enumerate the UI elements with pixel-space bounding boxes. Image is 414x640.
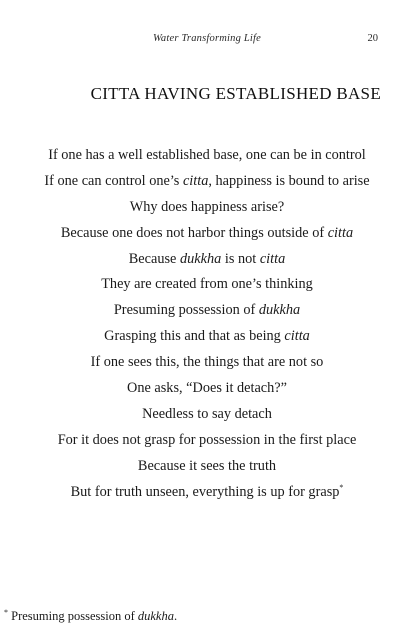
verse-block bbox=[0, 146, 414, 508]
verse-text: , happiness is bound to arise bbox=[208, 172, 370, 189]
footnote-text: Presuming possession of bbox=[8, 609, 138, 623]
verse-line bbox=[0, 379, 414, 405]
page-number: 20 bbox=[367, 33, 378, 44]
verse-line bbox=[0, 275, 414, 301]
verse-line bbox=[0, 301, 414, 327]
verse-line bbox=[0, 353, 414, 379]
italic-term: dukkha bbox=[258, 302, 301, 319]
verse-line bbox=[0, 172, 414, 198]
italic-term: citta bbox=[182, 172, 209, 189]
footnote-marker: * bbox=[4, 607, 8, 617]
footnote-end: . bbox=[173, 609, 178, 623]
italic-term: dukkha bbox=[179, 250, 222, 267]
verse-line bbox=[0, 457, 414, 483]
italic-term: citta bbox=[284, 328, 310, 345]
verse-line bbox=[0, 250, 414, 276]
verse-line bbox=[0, 224, 414, 250]
verse-line bbox=[0, 405, 414, 431]
verse-text: is not bbox=[221, 250, 260, 267]
footnote-reference: * bbox=[339, 482, 344, 492]
verse-text: Presuming possession of bbox=[113, 302, 259, 319]
verse-line bbox=[0, 483, 414, 509]
italic-term: citta bbox=[327, 224, 354, 241]
verse-text: They are created from one’s thinking bbox=[101, 276, 313, 293]
verse-text: Needless to say detach bbox=[142, 405, 272, 422]
verse-text: If one sees this, the things that are not so bbox=[90, 354, 324, 371]
verse-text: Because it sees the truth bbox=[137, 457, 277, 474]
italic-term: citta bbox=[259, 250, 286, 267]
footnote bbox=[4, 609, 177, 624]
chapter-title: CITTA HAVING ESTABLISHED BASE bbox=[90, 84, 381, 103]
verse-text: One asks, “Does it detach?” bbox=[127, 380, 287, 397]
verse-line bbox=[0, 198, 414, 224]
verse-text: If one has a well established base, one can be in control bbox=[48, 147, 366, 163]
verse-text: Because bbox=[128, 250, 180, 267]
verse-text: Because one does not harbor things outside of bbox=[60, 224, 328, 241]
verse-text: But for truth unseen, everything is up for grasp bbox=[70, 483, 340, 500]
verse-line bbox=[0, 431, 414, 457]
verse-text: Grasping this and that as being bbox=[104, 328, 285, 345]
verse-line bbox=[0, 327, 414, 353]
verse-text: Why does happiness arise? bbox=[129, 198, 285, 215]
verse-text: For it does not grasp for possession in the first place bbox=[57, 431, 357, 448]
verse-text: If one can control one’s bbox=[44, 172, 183, 189]
footnote-term: dukkha bbox=[137, 609, 174, 623]
running-title: Water Transforming Life bbox=[152, 33, 262, 44]
verse-line bbox=[0, 146, 414, 172]
